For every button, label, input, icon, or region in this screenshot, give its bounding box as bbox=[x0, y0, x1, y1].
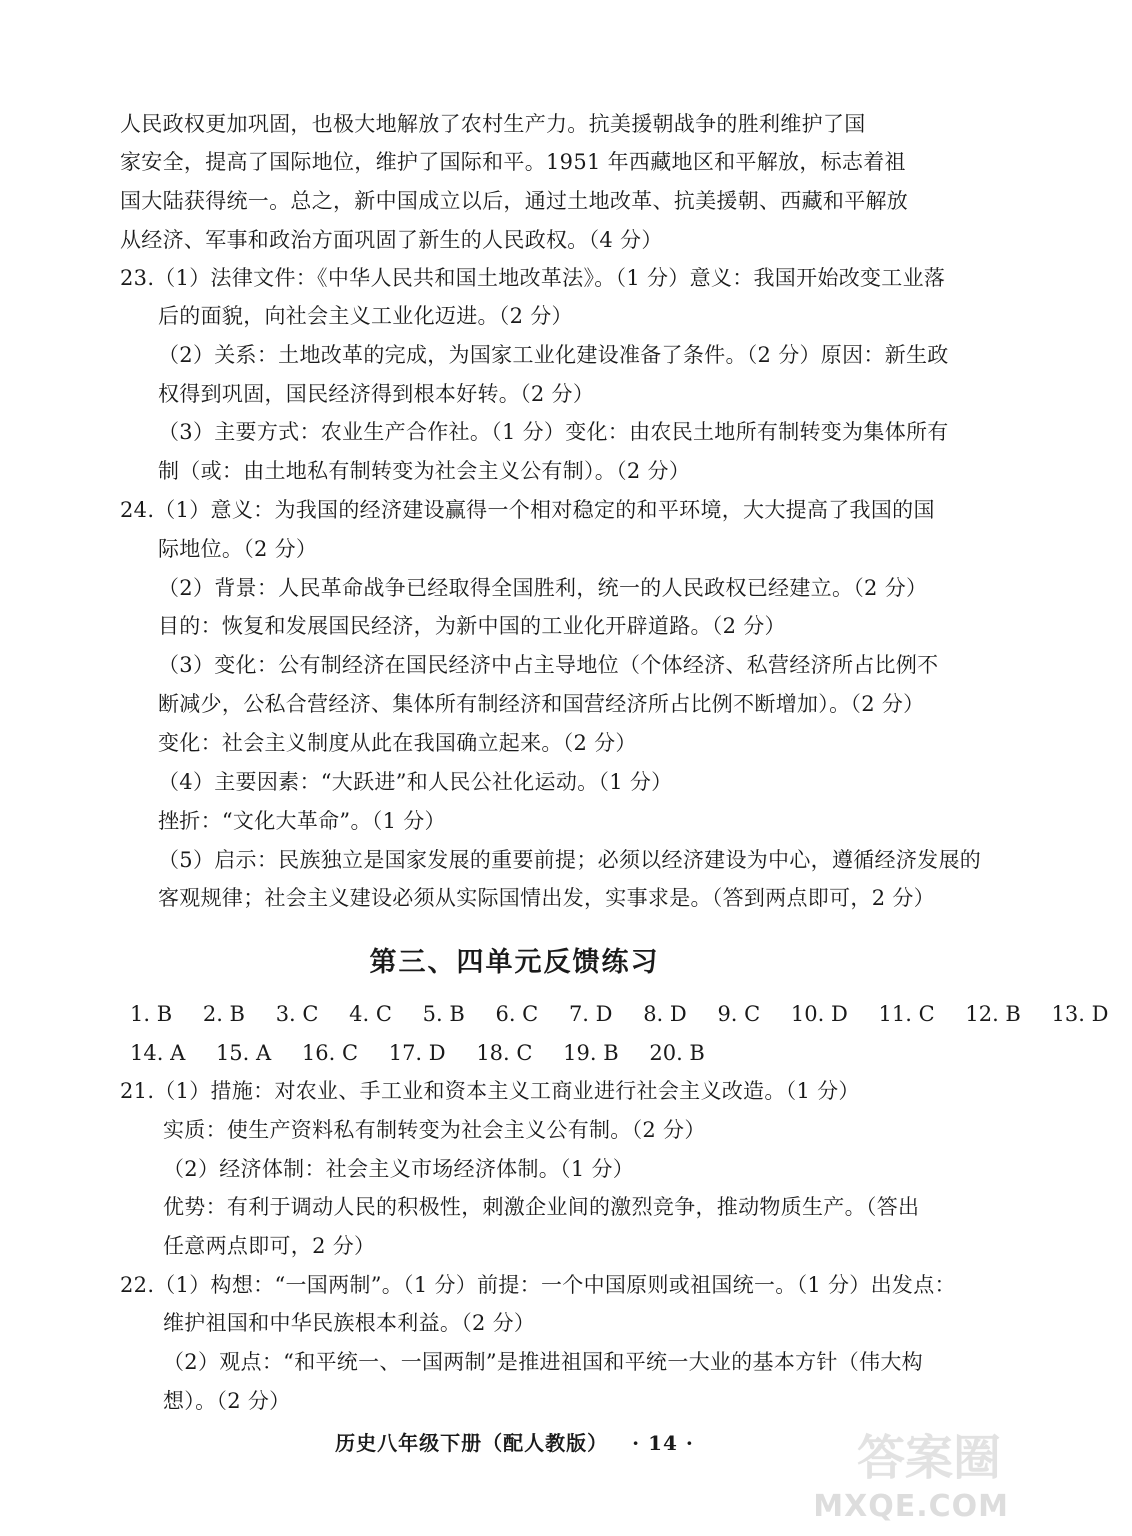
question-24-line: 变化：社会主义制度从此在我国确立起来。（2 分） bbox=[158, 731, 637, 755]
text-line: 家安全，提高了国际地位，维护了国际和平。1951 年西藏地区和平解放，标志着祖 bbox=[120, 150, 906, 174]
answer-item: 9. C bbox=[717, 1002, 761, 1026]
question-23-line: 权得到巩固，国民经济得到根本好转。（2 分） bbox=[158, 382, 595, 406]
question-22-line: 想）。（2 分） bbox=[163, 1389, 291, 1413]
answer-item: 20. B bbox=[649, 1041, 705, 1065]
question-24-line: （4）主要因素：“大跃进”和人民公社化运动。（1 分） bbox=[158, 770, 673, 794]
question-24-line: 目的：恢复和发展国民经济，为新中国的工业化开辟道路。（2 分） bbox=[158, 614, 786, 638]
answer-item: 2. B bbox=[202, 1002, 245, 1026]
watermark-site: MXQE.COM bbox=[813, 1489, 1009, 1524]
question-21-line: （2）经济体制：社会主义市场经济体制。（1 分） bbox=[163, 1157, 635, 1181]
answer-item: 15. A bbox=[215, 1041, 272, 1065]
question-24-line: 断减少，公私合营经济、集体所有制经济和国营经济所占比例不断增加）。（2 分） bbox=[158, 692, 925, 716]
book-title: 历史八年级下册（配人教版） bbox=[335, 1431, 599, 1455]
answer-item: 18. C bbox=[476, 1041, 533, 1065]
question-24-line: （5）启示：民族独立是国家发展的重要前提；必须以经济建设为中心，遵循经济发展的 bbox=[158, 848, 982, 872]
question-22-line: 22.（1）构想：“一国两制”。（1 分）前提：一个中国原则或祖国统一。（1 分）出发点： bbox=[120, 1273, 956, 1297]
answer-item: 14. A bbox=[130, 1041, 186, 1065]
answer-item: 3. C bbox=[275, 1002, 319, 1026]
question-24-line: 24.（1）意义：为我国的经济建设赢得一个相对稳定的和平环境，大大提高了我国的国 bbox=[120, 498, 935, 522]
answer-item: 17. D bbox=[388, 1041, 446, 1065]
answer-item: 10. D bbox=[790, 1002, 848, 1026]
question-21-line: 任意两点即可，2 分） bbox=[163, 1234, 376, 1258]
page-number: · 14 · bbox=[632, 1431, 694, 1455]
answer-item: 5. B bbox=[422, 1002, 465, 1026]
text-line: 国大陆获得统一。总之，新中国成立以后，通过土地改革、抗美援朝、西藏和平解放 bbox=[120, 189, 909, 213]
answer-item: 16. C bbox=[301, 1041, 359, 1065]
watermark-logo: 答案圈 bbox=[856, 1430, 1001, 1486]
text-line: 人民政权更加巩固，也极大地解放了农村生产力。抗美援朝战争的胜利维护了国 bbox=[120, 112, 866, 136]
answer-item: 12. B bbox=[965, 1002, 1021, 1026]
answer-item: 1. B bbox=[130, 1002, 173, 1026]
answer-item: 7. D bbox=[568, 1002, 613, 1026]
question-24-line: （3）变化：公有制经济在国民经济中占主导地位（个体经济、私营经济所占比例不 bbox=[158, 653, 939, 677]
question-24-line: （2）背景：人民革命战争已经取得全国胜利，统一的人民政权已经建立。（2 分） bbox=[158, 576, 928, 600]
question-24-line: 挫折：“文化大革命”。（1 分） bbox=[158, 809, 446, 833]
question-22-line: 维护祖国和中华民族根本利益。（2 分） bbox=[163, 1311, 536, 1335]
answer-item: 6. C bbox=[495, 1002, 539, 1026]
question-23-line: 23.（1）法律文件：《中华人民共和国土地改革法》。（1 分）意义：我国开始改变工业落 bbox=[120, 266, 946, 290]
question-22-line: （2）观点：“和平统一、一国两制”是推进祖国和平统一大业的基本方针（伟大构 bbox=[163, 1350, 923, 1374]
answer-item: 8. D bbox=[643, 1002, 687, 1026]
question-24-line: 际地位。（2 分） bbox=[158, 537, 318, 561]
question-21-line: 优势：有利于调动人民的积极性，刺激企业间的激烈竞争，推动物质生产。（答出 bbox=[163, 1195, 920, 1219]
answer-item: 11. C bbox=[878, 1002, 935, 1026]
question-23-line: 后的面貌，向社会主义工业化迈进。（2 分） bbox=[158, 304, 573, 328]
question-23-line: 制（或：由土地私有制转变为社会主义公有制）。（2 分） bbox=[158, 459, 691, 483]
question-21-line: 21.（1）措施：对农业、手工业和资本主义工商业进行社会主义改造。（1 分） bbox=[120, 1079, 860, 1103]
answer-item: 19. B bbox=[563, 1041, 619, 1065]
question-24-line: 客观规律；社会主义建设必须从实际国情出发，实事求是。（答到两点即可，2 分） bbox=[158, 886, 935, 910]
question-23-line: （3）主要方式：农业生产合作社。（1 分）变化：由农民土地所有制转变为集体所有 bbox=[158, 420, 949, 444]
question-23-line: （2）关系：土地改革的完成，为国家工业化建设准备了条件。（2 分）原因：新生政 bbox=[158, 343, 949, 367]
answer-key-row-2 bbox=[130, 1037, 729, 1069]
answer-key-row-1 bbox=[130, 998, 1132, 1030]
text-line: 从经济、军事和政治方面巩固了新生的人民政权。（4 分） bbox=[120, 228, 663, 252]
answer-item: 13. D bbox=[1051, 1002, 1109, 1026]
question-21-line: 实质：使生产资料私有制转变为社会主义公有制。（2 分） bbox=[163, 1118, 706, 1142]
watermark bbox=[815, 1428, 1015, 1528]
section-title: 第三、四单元反馈练习 bbox=[369, 947, 660, 978]
answer-item: 4. C bbox=[349, 1002, 392, 1026]
